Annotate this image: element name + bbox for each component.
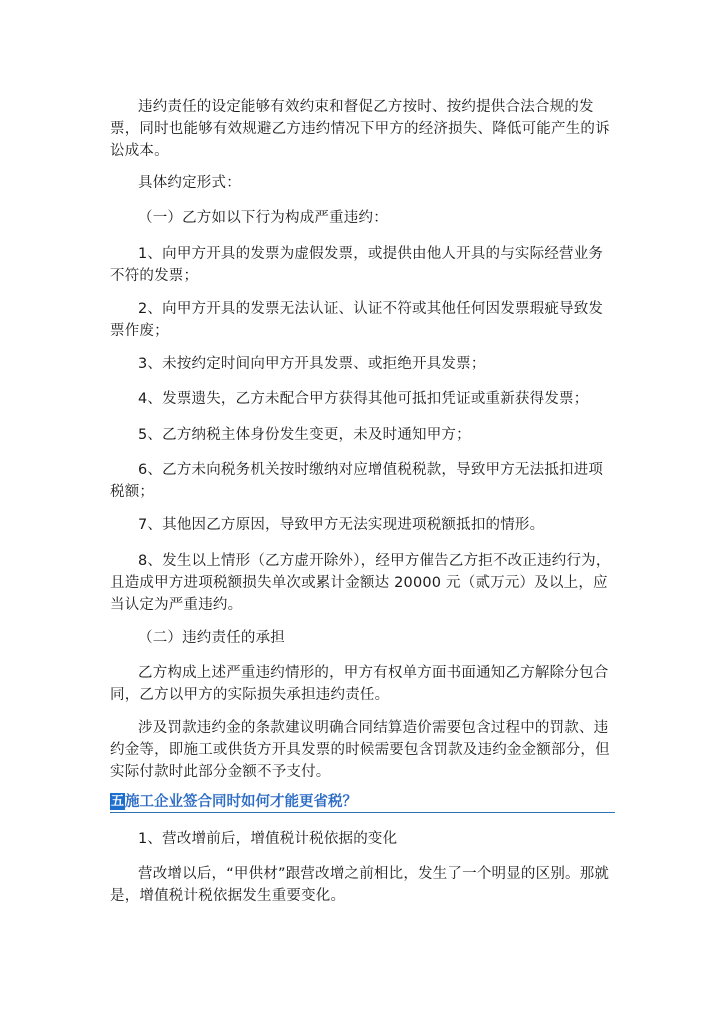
- paragraph-vat-basis: 营改增以后，“甲供材”跟营改增之前相比，发生了一个明显的区别。那就是，增值税计税依据发生重要变化。: [110, 866, 610, 904]
- paragraph-forms: 具体约定形式：: [138, 175, 241, 191]
- section-heading: [110, 792, 615, 813]
- list-item-7: 7、其他因乙方原因，导致甲方无法实现进项税额抵扣的情形。: [138, 517, 545, 533]
- section-title: 施工企业签合同时如何才能更省税？: [125, 794, 357, 810]
- list-item-1: 1、向甲方开具的发票为虚假发票，或提供由他人开具的与实际经营业务不符的发票；: [110, 246, 604, 284]
- list-item-2: 2、向甲方开具的发票无法认证、认证不符或其他任何因发票瑕疵导致发票作废；: [110, 301, 604, 339]
- subheading-liability: （二）违约责任的承担: [138, 630, 285, 646]
- list-item-3: 3、未按约定时间向甲方开具发票、或拒绝开具发票；: [138, 356, 486, 372]
- list-item-4: 4、发票遗失，乙方未配合甲方获得其他可抵扣凭证或重新获得发票；: [138, 391, 589, 407]
- list-item-8: 8、发生以上情形（乙方虚开除外），经甲方催告乙方拒不改正违约行为，且造成甲方进项税额损失单次或累计金额达 20000 元（贰万元）及以上，应当认定为严重违约。: [110, 553, 611, 613]
- subheading-breach: （一）乙方如以下行为构成严重违约：: [138, 210, 388, 226]
- subheading-vat-basis: 1、营改增前后，增值税计税依据的变化: [138, 831, 398, 847]
- paragraph-liability: 乙方构成上述严重违约情形的，甲方有权单方面书面通知乙方解除分包合同，乙方以甲方的实际损失承担违约责任。: [110, 665, 609, 703]
- paragraph-penalty: 涉及罚款违约金的条款建议明确合同结算造价需要包含过程中的罚款、违约金等，即施工或供货方开具发票的时候需要包含罚款及违约金金额部分，但实际付款时此部分金额不予支付。: [110, 720, 610, 780]
- list-item-6: 6、乙方未向税务机关按时缴纳对应增值税税款，导致甲方无法抵扣进项税额；: [110, 462, 604, 500]
- list-item-5: 5、乙方纳税主体身份发生变更，未及时通知甲方；: [138, 427, 471, 443]
- section-number: 五: [110, 794, 124, 809]
- paragraph-intro: 违约责任的设定能够有效约束和督促乙方按时、按约提供合法合规的发票，同时也能够有效规避乙方违约情况下甲方的经济损失、降低可能产生的诉讼成本。: [110, 99, 610, 159]
